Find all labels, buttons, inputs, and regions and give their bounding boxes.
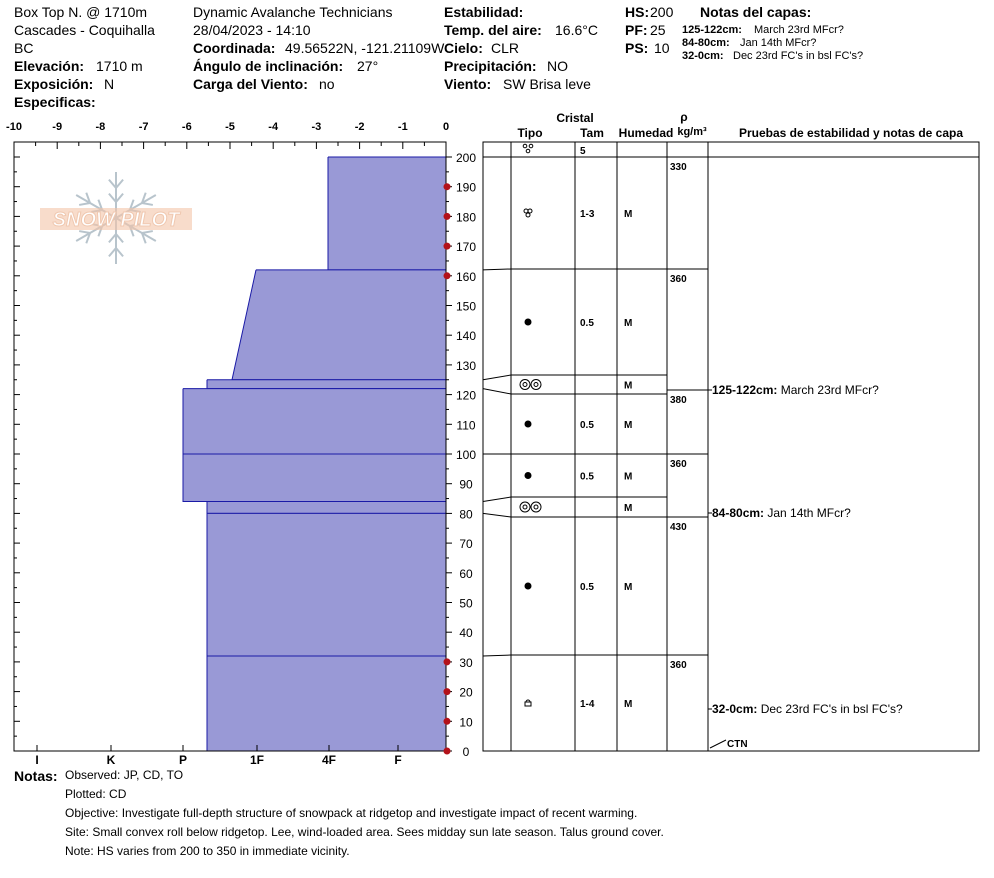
moisture-value: M xyxy=(624,471,633,483)
test-note-text: Jan 14th MFcr? xyxy=(767,506,851,520)
grain-crust-icon xyxy=(531,380,541,390)
wind-value: SW Brisa leve xyxy=(503,76,591,92)
hardness-layer xyxy=(183,454,446,502)
note-line: Objective: Investigate full-depth structure of snowpack at ridgetop and investigate impact of recent warming. xyxy=(65,806,638,820)
density-value: 360 xyxy=(670,459,687,470)
height-tick-label: 180 xyxy=(455,210,477,225)
height-tick-label: 130 xyxy=(455,358,477,373)
snowflake-branch xyxy=(116,180,123,188)
sky-label: Cielo: xyxy=(444,40,483,56)
wind-load-value: no xyxy=(319,76,335,92)
moisture-value: M xyxy=(624,582,633,593)
specifics-label: Especificas: xyxy=(14,94,96,110)
wind-load-label: Carga del Viento: xyxy=(193,76,308,92)
aspect-value: N xyxy=(104,76,115,92)
hardness-layer xyxy=(328,157,446,270)
grain-melt-icon xyxy=(525,472,532,479)
hs-label: HS: xyxy=(625,4,650,20)
moisture-header: Humedad xyxy=(618,126,674,140)
test-layer-note xyxy=(712,506,851,520)
density-unit: kg/m³ xyxy=(677,126,707,138)
hardness-tick-label: F xyxy=(394,753,402,767)
layer-note-range: 125-122cm: xyxy=(682,24,742,36)
height-tick-label: 80 xyxy=(459,507,473,522)
temp-tick-label: -6 xyxy=(181,121,192,133)
height-tick-label: 160 xyxy=(455,269,477,284)
temp-tick-label: -2 xyxy=(354,121,365,133)
snowflake-branch xyxy=(116,234,123,242)
layer-table xyxy=(483,142,979,751)
mountain-range: Cascades - Coquihalla xyxy=(14,22,155,38)
surface-grain-size: 5 xyxy=(580,146,586,157)
temp-tick-label: -9 xyxy=(52,121,63,133)
temp-tick-label: -7 xyxy=(138,121,149,133)
grain-rounded-icon xyxy=(528,209,532,213)
hs-value: 200 xyxy=(650,4,674,20)
snowflake-branch xyxy=(109,180,116,188)
hardness-layer xyxy=(207,380,446,389)
layer-note-text: March 23rd MFcr? xyxy=(754,24,844,36)
slope-angle-value: 27° xyxy=(357,58,379,74)
hardness-layers xyxy=(183,157,446,751)
precipitation-value: NO xyxy=(547,58,568,74)
temp-tick-label: -3 xyxy=(311,121,322,133)
density-value: 360 xyxy=(670,274,687,285)
test-note-range: 32-0cm: xyxy=(712,702,761,716)
hardness-layer xyxy=(207,502,446,514)
grain-rounded-icon xyxy=(526,213,530,217)
height-tick-label: 150 xyxy=(455,299,477,314)
tests-header: Pruebas de estabilidad y notas de capa xyxy=(738,126,964,140)
grain-size: 1-3 xyxy=(580,209,595,220)
temp-tick-label: -8 xyxy=(95,121,106,133)
surface-grain-icon xyxy=(526,149,530,153)
slope-angle-label: Ángulo de inclinación: xyxy=(193,58,344,74)
grain-crust-icon xyxy=(520,502,530,512)
height-tick-label: 40 xyxy=(459,626,473,641)
temp-tick-label: -1 xyxy=(397,121,408,133)
table-frame xyxy=(483,142,979,751)
grain-crust-icon xyxy=(531,502,541,512)
test-note-range: 84-80cm: xyxy=(712,506,768,520)
snowflake-branch xyxy=(79,203,90,205)
height-tick-label: 60 xyxy=(459,566,473,581)
density-value: 330 xyxy=(670,162,687,173)
height-tick-label: 110 xyxy=(456,418,476,433)
grain-crust-icon xyxy=(534,505,538,509)
height-tick-label: 170 xyxy=(455,240,477,255)
hardness-layer xyxy=(183,389,446,454)
layer-note-range: 84-80cm: xyxy=(682,37,730,49)
height-tick-label: 100 xyxy=(455,448,477,462)
ctn-arrow xyxy=(710,740,726,748)
height-tick-label: 0 xyxy=(462,745,470,759)
moisture-value: M xyxy=(624,699,633,710)
grain-rounded-icon xyxy=(524,209,528,213)
height-tick-label: 50 xyxy=(459,596,473,611)
observer-org: Dynamic Avalanche Technicians xyxy=(193,4,393,20)
grain-faceted-icon xyxy=(525,702,531,706)
moisture-value: M xyxy=(624,209,633,220)
layer-note-text: Dec 23rd FC's in bsl FC's? xyxy=(733,50,864,62)
precipitation-label: Precipitación: xyxy=(444,58,537,74)
grain-size: 0.5 xyxy=(580,420,594,431)
grain-crust-icon xyxy=(523,383,527,387)
type-header: Tipo xyxy=(517,126,543,140)
site-name: Box Top N. @ 1710m xyxy=(14,4,148,20)
elevation-label: Elevación: xyxy=(14,58,85,74)
grain-melt-icon xyxy=(525,583,532,590)
ps-value: 10 xyxy=(654,40,670,56)
grain-size: 1-4 xyxy=(580,699,595,710)
grain-crust-icon xyxy=(534,383,538,387)
density-value: 430 xyxy=(670,522,687,533)
layer-notes-title: Notas del capas: xyxy=(700,4,812,20)
snowflake-branch xyxy=(109,194,116,202)
hardness-layer xyxy=(207,656,446,751)
layer-note-range: 32-0cm: xyxy=(682,50,724,62)
logo-text: SNOW PILOT xyxy=(52,209,180,231)
height-tick-label: 10 xyxy=(459,715,473,730)
temperature-point xyxy=(444,718,451,725)
temperature-point xyxy=(444,243,451,250)
grain-size: 0.5 xyxy=(580,318,594,329)
height-tick-label: 140 xyxy=(455,329,477,344)
crystal-header: Cristal xyxy=(556,111,594,125)
layer-note-text: Jan 14th MFcr? xyxy=(740,37,817,49)
air-temp-value: 16.6°C xyxy=(555,22,598,38)
moisture-value: M xyxy=(624,318,633,329)
temperature-point xyxy=(444,748,451,755)
snowflake-branch xyxy=(116,248,123,256)
ctn-label: CTN xyxy=(727,739,748,750)
height-tick-label: 190 xyxy=(455,180,477,195)
test-note-text: Dec 23rd FC's in bsl FC's? xyxy=(760,702,903,716)
moisture-value: M xyxy=(624,503,633,514)
pf-label: PF: xyxy=(625,22,648,38)
wind-label: Viento: xyxy=(444,76,492,92)
test-layer-note xyxy=(712,383,879,397)
hardness-tick-label: I xyxy=(35,753,39,767)
density-value: 360 xyxy=(670,660,687,671)
air-temp-label: Temp. del aire: xyxy=(444,22,542,38)
observation-datetime: 28/04/2023 - 14:10 xyxy=(193,22,311,38)
height-tick-label: 120 xyxy=(455,388,477,403)
test-note-range: 125-122cm: xyxy=(712,383,781,397)
grain-crust-icon xyxy=(520,380,530,390)
province: BC xyxy=(14,40,34,56)
test-layer-note xyxy=(712,702,903,716)
temp-tick-label: 0 xyxy=(442,121,450,133)
grain-crust-icon xyxy=(523,505,527,509)
snowflake-branch xyxy=(116,194,123,202)
grain-size: 0.5 xyxy=(580,471,594,483)
density-symbol: ρ xyxy=(680,110,688,124)
size-header: Tam xyxy=(580,126,604,140)
hardness-tick-label: P xyxy=(178,753,188,767)
notes-label: Notas: xyxy=(14,768,58,784)
test-note-text: March 23rd MFcr? xyxy=(780,383,879,397)
surface-grain-icon xyxy=(523,144,527,148)
density-value: 380 xyxy=(670,395,687,406)
hardness-layer xyxy=(232,270,446,380)
snowflake-branch xyxy=(109,248,116,256)
elevation-value: 1710 m xyxy=(96,58,143,74)
pf-value: 25 xyxy=(650,22,666,38)
height-tick-label: 200 xyxy=(455,151,477,165)
hardness-layer xyxy=(207,513,446,656)
moisture-value: M xyxy=(624,420,633,431)
temperature-point xyxy=(444,272,451,279)
height-tick-label: 30 xyxy=(459,655,473,670)
stability-label: Estabilidad: xyxy=(444,4,524,20)
temperature-point xyxy=(444,213,451,220)
hardness-tick-label: 1F xyxy=(249,753,265,767)
grain-melt-icon xyxy=(525,319,532,326)
temp-tick-label: -4 xyxy=(268,121,279,133)
note-line: Observed: JP, CD, TO xyxy=(65,768,184,782)
temperature-point xyxy=(444,183,451,190)
snowflake-branch xyxy=(109,234,116,242)
temperature-point xyxy=(444,658,451,665)
note-line: Site: Small convex roll below ridgetop. Lee, wind-loaded area. Sees midday sun late season. Talus ground cover. xyxy=(65,825,664,839)
moisture-value: M xyxy=(624,380,633,392)
note-line: Note: HS varies from 200 to 350 in immediate vicinity. xyxy=(65,844,350,858)
aspect-label: Exposición: xyxy=(14,76,94,92)
coordinate-value: 49.56522N, -121.21109W xyxy=(285,40,445,56)
coordinate-label: Coordinada: xyxy=(193,40,276,56)
height-tick-label: 70 xyxy=(459,537,473,552)
grain-size: 0.5 xyxy=(580,582,594,593)
hardness-tick-label: K xyxy=(106,753,116,767)
surface-grain-icon xyxy=(529,144,533,148)
snowflake-branch xyxy=(142,231,153,233)
temp-tick-label: -10 xyxy=(6,121,22,133)
note-line: Plotted: CD xyxy=(65,787,127,801)
temp-tick-label: -5 xyxy=(225,121,235,133)
grain-melt-icon xyxy=(525,421,532,428)
sky-value: CLR xyxy=(491,40,520,56)
ps-label: PS: xyxy=(625,40,649,56)
height-tick-label: 90 xyxy=(459,477,473,492)
snowflake-branch xyxy=(79,231,90,233)
height-tick-label: 20 xyxy=(459,685,473,700)
hardness-tick-label: 4F xyxy=(321,753,337,767)
snowflake-branch xyxy=(142,203,153,205)
temperature-point xyxy=(444,688,451,695)
